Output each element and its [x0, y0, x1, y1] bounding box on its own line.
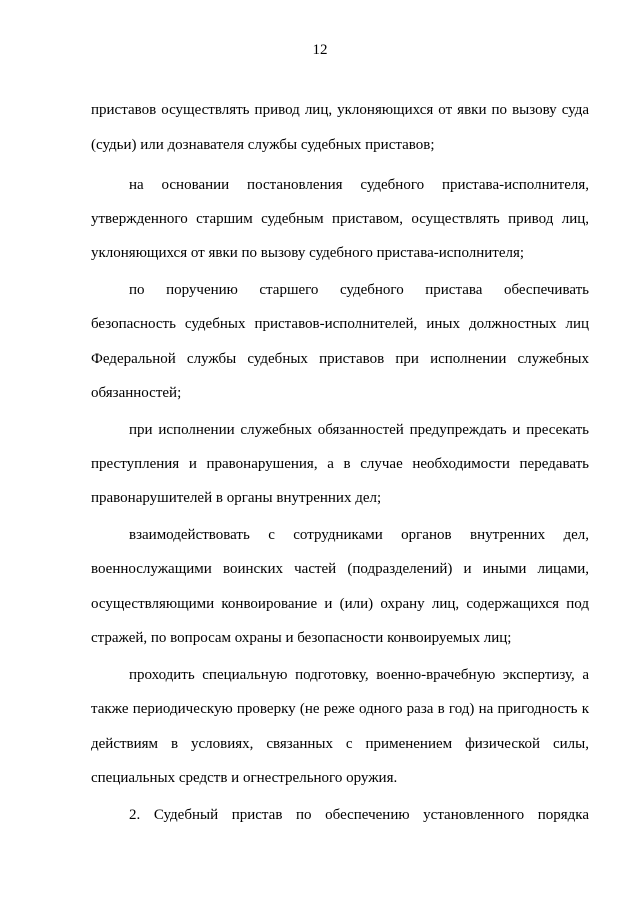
page-number: 12	[312, 42, 328, 58]
text-line: (судьи) или дознавателя службы судебных приставов;	[91, 137, 435, 153]
text-line: взаимодействовать с сотрудниками органов внутренних дел,	[129, 527, 589, 543]
text-line: действиям в условиях, связанных с применением физической силы,	[91, 736, 589, 752]
text-line: уклоняющихся от явки по вызову судебного пристава-исполнителя;	[91, 245, 525, 261]
text-line: Федеральной службы судебных приставов при исполнении служебных	[91, 351, 589, 367]
text-line: безопасность судебных приставов-исполнителей, иных должностных лиц	[91, 316, 589, 332]
text-line: осуществляющими конвоирование и (или) охрану лиц, содержащихся под	[91, 596, 589, 612]
text-line: 2. Судебный пристав по обеспечению установленного порядка	[129, 807, 589, 823]
text-line: приставов осуществлять привод лиц, уклоняющихся от явки по вызову суда	[91, 102, 589, 118]
text-line: преступления и правонарушения, а в случае необходимости передавать	[91, 456, 589, 472]
text-line: обязанностей;	[91, 385, 182, 401]
text-line: по поручению старшего судебного пристава обеспечивать	[129, 282, 589, 298]
text-line: утвержденного старшим судебным приставом, осуществлять привод лиц,	[91, 211, 589, 227]
text-line: специальных средств и огнестрельного оружия.	[91, 770, 398, 786]
text-line: при исполнении служебных обязанностей предупреждать и пресекать	[129, 422, 589, 438]
text-line: правонарушителей в органы внутренних дел;	[91, 490, 382, 506]
text-line: проходить специальную подготовку, военно-врачебную экспертизу, а	[129, 667, 589, 683]
text-line: стражей, по вопросам охраны и безопасности конвоируемых лиц;	[91, 630, 512, 646]
text-line: также периодическую проверку (не реже одного раза в год) на пригодность к	[91, 701, 589, 717]
text-line: на основании постановления судебного пристава-исполнителя,	[129, 177, 589, 193]
text-line: военнослужащими воинских частей (подразделений) и иными лицами,	[91, 561, 589, 577]
